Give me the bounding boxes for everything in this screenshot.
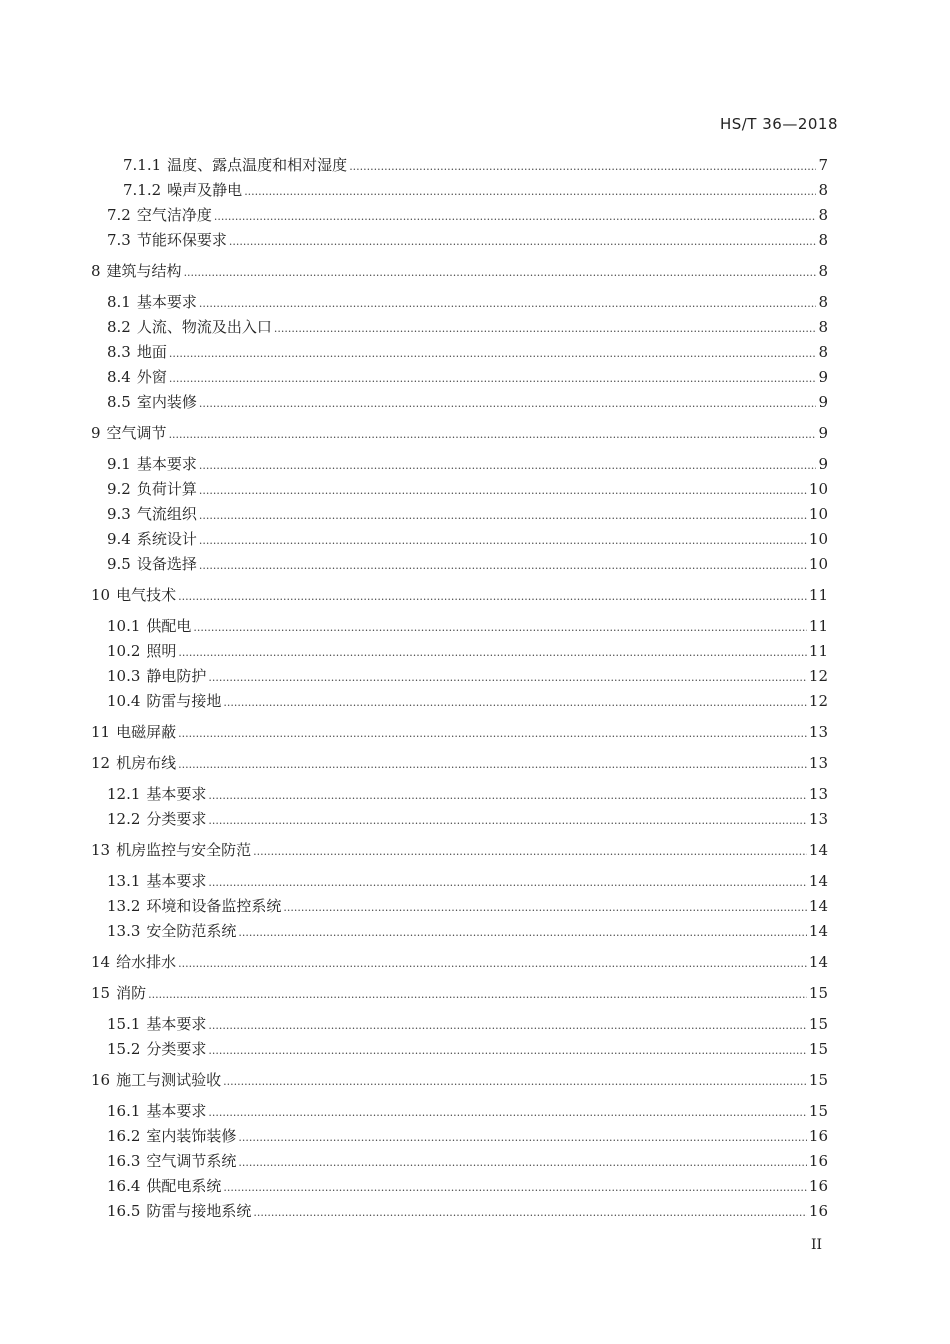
dot-leader	[199, 480, 807, 502]
toc-entry-page: 15	[808, 1102, 828, 1120]
toc-entry[interactable]	[91, 951, 828, 973]
toc-entry-page: 11	[808, 642, 828, 660]
toc-entry[interactable]	[91, 422, 828, 444]
dot-leader	[199, 555, 807, 577]
toc-entry-title: 照明	[146, 642, 177, 660]
toc-entry-number: 16.3	[107, 1152, 141, 1170]
dot-leader	[178, 642, 806, 664]
toc-entry-number: 11	[91, 723, 111, 741]
toc-entry-page: 8	[818, 318, 828, 336]
dot-leader	[274, 318, 817, 340]
toc-entry[interactable]	[91, 584, 828, 606]
dot-leader	[208, 667, 806, 689]
toc-entry-title: 静电防护	[146, 667, 207, 685]
toc-entry[interactable]	[91, 752, 828, 774]
toc-entry-number: 16.2	[107, 1127, 141, 1145]
toc-entry-number: 10.2	[107, 642, 141, 660]
toc-entry-number: 16.5	[107, 1202, 141, 1220]
toc-entry-page: 16	[808, 1127, 828, 1145]
toc-entry-title: 噪声及静电	[167, 181, 243, 199]
toc-entry-title: 基本要求	[146, 785, 207, 803]
toc-entry-title: 防雷与接地	[146, 692, 222, 710]
dot-leader	[283, 897, 806, 919]
toc-entry-title: 室内装修	[136, 393, 197, 411]
toc-entry-page: 10	[808, 505, 828, 523]
dot-leader	[208, 1102, 806, 1124]
toc-entry-number: 12.2	[107, 810, 141, 828]
toc-entry-title: 环境和设备监控系统	[146, 897, 282, 915]
toc-entry-title: 设备选择	[136, 555, 197, 573]
toc-entry-page: 9	[818, 393, 828, 411]
dot-leader	[238, 1152, 806, 1174]
toc-entry[interactable]	[107, 1013, 828, 1035]
toc-entry[interactable]	[107, 229, 828, 251]
toc-entry-number: 9.1	[107, 455, 131, 473]
toc-entry-page: 14	[808, 872, 828, 890]
toc-entry-number: 13	[91, 841, 111, 859]
toc-entry-title: 施工与测试验收	[116, 1071, 222, 1089]
toc-entry-page: 16	[808, 1202, 828, 1220]
toc-entry-number: 8.3	[107, 343, 131, 361]
toc-entry-title: 气流组织	[136, 505, 197, 523]
dot-leader	[349, 156, 816, 178]
toc-entry[interactable]	[107, 503, 828, 525]
toc-entry-page: 9	[818, 368, 828, 386]
toc-entry-title: 供配电系统	[146, 1177, 222, 1195]
toc-entry-page: 12	[808, 667, 828, 685]
toc-entry-page: 10	[808, 480, 828, 498]
toc-entry-number: 10.1	[107, 617, 141, 635]
dot-leader	[169, 368, 817, 390]
toc-entry[interactable]	[107, 808, 828, 830]
dot-leader	[208, 1015, 806, 1037]
dot-leader	[178, 754, 807, 776]
toc-entry-title: 室内装饰装修	[146, 1127, 237, 1145]
toc-entry-number: 12.1	[107, 785, 141, 803]
toc-entry-title: 电气技术	[116, 586, 177, 604]
toc-entry-page: 14	[808, 922, 828, 940]
toc-entry[interactable]	[107, 528, 828, 550]
toc-entry-number: 15	[91, 984, 111, 1002]
dot-leader	[214, 206, 817, 228]
toc-entry-title: 安全防范系统	[146, 922, 237, 940]
toc-entry-page: 9	[818, 424, 828, 442]
toc-entry-page: 8	[818, 343, 828, 361]
toc-entry[interactable]	[107, 478, 828, 500]
toc-entry[interactable]	[107, 1100, 828, 1122]
toc-entry-number: 10.4	[107, 692, 141, 710]
toc-entry[interactable]	[107, 341, 828, 363]
dot-leader	[199, 293, 817, 315]
toc-entry[interactable]	[107, 453, 828, 475]
toc-entry-title: 机房布线	[116, 754, 177, 772]
toc-entry-title: 地面	[136, 343, 167, 361]
toc-entry-page: 13	[808, 810, 828, 828]
standard-number-header: HS/T 36—2018	[719, 115, 838, 133]
toc-entry-title: 防雷与接地系统	[146, 1202, 252, 1220]
toc-entry-number: 8	[91, 262, 101, 280]
toc-entry-page: 15	[808, 984, 828, 1002]
dot-leader	[223, 692, 806, 714]
toc-entry-number: 8.5	[107, 393, 131, 411]
toc-entry-number: 12	[91, 754, 111, 772]
toc-entry-title: 基本要求	[146, 1015, 207, 1033]
toc-entry-page: 15	[808, 1040, 828, 1058]
dot-leader	[208, 1040, 806, 1062]
toc-entry-number: 9.4	[107, 530, 131, 548]
toc-entry-number: 16.4	[107, 1177, 141, 1195]
toc-entry-number: 9.2	[107, 480, 131, 498]
toc-entry-page: 11	[808, 586, 828, 604]
toc-entry-title: 分类要求	[146, 810, 207, 828]
toc-entry[interactable]	[123, 154, 828, 176]
toc-entry-number: 10	[91, 586, 111, 604]
dot-leader	[253, 841, 807, 863]
dot-leader	[238, 1127, 806, 1149]
toc-entry-title: 负荷计算	[136, 480, 197, 498]
toc-entry-number: 16	[91, 1071, 111, 1089]
toc-entry-number: 7.2	[107, 206, 131, 224]
toc-entry[interactable]	[107, 366, 828, 388]
toc-entry[interactable]	[107, 665, 828, 687]
dot-leader	[178, 953, 807, 975]
dot-leader	[208, 872, 806, 894]
toc-entry-page: 8	[818, 262, 828, 280]
toc-entry-title: 基本要求	[146, 1102, 207, 1120]
toc-entry[interactable]	[107, 895, 828, 917]
toc-entry-number: 13.3	[107, 922, 141, 940]
toc-entry-number: 7.1.1	[123, 156, 162, 174]
toc-entry[interactable]	[91, 982, 828, 1004]
toc-entry-title: 空气洁净度	[136, 206, 212, 224]
toc-entry-page: 8	[818, 293, 828, 311]
toc-entry-page: 8	[818, 181, 828, 199]
toc-entry[interactable]	[107, 291, 828, 313]
toc-entry[interactable]	[91, 260, 828, 282]
toc-entry-title: 温度、露点温度和相对湿度	[167, 156, 348, 174]
dot-leader	[148, 984, 807, 1006]
dot-leader	[253, 1202, 806, 1224]
toc-entry-title: 建筑与结构	[106, 262, 182, 280]
toc-entry-number: 8.2	[107, 318, 131, 336]
toc-entry-title: 电磁屏蔽	[116, 723, 177, 741]
toc-entry[interactable]	[107, 1150, 828, 1172]
toc-entry[interactable]	[107, 1175, 828, 1197]
toc-entry[interactable]	[107, 553, 828, 575]
dot-leader	[238, 922, 806, 944]
toc-entry-page: 10	[808, 555, 828, 573]
dot-leader	[229, 231, 817, 253]
toc-entry-title: 系统设计	[136, 530, 197, 548]
toc-entry[interactable]	[107, 783, 828, 805]
toc-entry-number: 10.3	[107, 667, 141, 685]
toc-entry-page: 13	[808, 723, 828, 741]
dot-leader	[199, 393, 817, 415]
toc-entry[interactable]	[107, 316, 828, 338]
dot-leader	[169, 343, 817, 365]
toc-entry-page: 13	[808, 785, 828, 803]
toc-entry-number: 16.1	[107, 1102, 141, 1120]
toc-entry[interactable]	[107, 1200, 828, 1222]
toc-entry[interactable]	[91, 839, 828, 861]
toc-entry-title: 外窗	[136, 368, 167, 386]
dot-leader	[223, 1071, 807, 1093]
dot-leader	[199, 530, 807, 552]
toc-entry-title: 机房监控与安全防范	[116, 841, 252, 859]
toc-entry-title: 空气调节系统	[146, 1152, 237, 1170]
toc-entry-title: 分类要求	[146, 1040, 207, 1058]
toc-entry[interactable]	[123, 179, 828, 201]
toc-entry-page: 16	[808, 1152, 828, 1170]
dot-leader	[193, 617, 806, 639]
toc-entry-page: 11	[808, 617, 828, 635]
toc-entry-number: 9.5	[107, 555, 131, 573]
dot-leader	[184, 262, 817, 284]
page-number-footer: II	[810, 1237, 822, 1253]
dot-leader	[169, 424, 817, 446]
toc-entry-number: 8.4	[107, 368, 131, 386]
toc-entry[interactable]	[107, 920, 828, 942]
toc-entry-number: 15.1	[107, 1015, 141, 1033]
toc-entry-page: 10	[808, 530, 828, 548]
toc-entry-number: 13.1	[107, 872, 141, 890]
toc-entry-title: 节能环保要求	[136, 231, 227, 249]
toc-entry-page: 7	[818, 156, 828, 174]
toc-entry-number: 13.2	[107, 897, 141, 915]
toc-entry-page: 15	[808, 1071, 828, 1089]
toc-entry[interactable]	[107, 1038, 828, 1060]
toc-entry[interactable]	[91, 1069, 828, 1091]
toc-entry-number: 15.2	[107, 1040, 141, 1058]
toc-entry[interactable]	[107, 1125, 828, 1147]
toc-entry[interactable]	[107, 204, 828, 226]
dot-leader	[178, 586, 807, 608]
toc-entry-page: 15	[808, 1015, 828, 1033]
toc-entry-title: 给水排水	[116, 953, 177, 971]
toc-entry[interactable]	[91, 721, 828, 743]
toc-entry-number: 7.1.2	[123, 181, 162, 199]
toc-entry-title: 供配电	[146, 617, 192, 635]
toc-entry-title: 人流、物流及出入口	[136, 318, 272, 336]
toc-entry-page: 14	[808, 953, 828, 971]
toc-entry-page: 8	[818, 231, 828, 249]
toc-entry-title: 消防	[116, 984, 147, 1002]
toc-entry[interactable]	[107, 615, 828, 637]
toc-entry-title: 空气调节	[106, 424, 167, 442]
toc-entry[interactable]	[107, 870, 828, 892]
toc-entry[interactable]	[107, 391, 828, 413]
toc-entry-page: 14	[808, 841, 828, 859]
dot-leader	[178, 723, 807, 745]
toc-entry[interactable]	[107, 690, 828, 712]
toc-entry-title: 基本要求	[136, 293, 197, 311]
dot-leader	[208, 785, 806, 807]
toc-entry[interactable]	[107, 640, 828, 662]
toc-entry-page: 13	[808, 754, 828, 772]
toc-entry-number: 8.1	[107, 293, 131, 311]
toc-entry-title: 基本要求	[146, 872, 207, 890]
toc-entry-page: 16	[808, 1177, 828, 1195]
toc-entry-title: 基本要求	[136, 455, 197, 473]
dot-leader	[199, 455, 817, 477]
toc-entry-number: 9	[91, 424, 101, 442]
toc-entry-number: 9.3	[107, 505, 131, 523]
dot-leader	[208, 810, 806, 832]
dot-leader	[223, 1177, 806, 1199]
toc-entry-number: 7.3	[107, 231, 131, 249]
toc-entry-number: 14	[91, 953, 111, 971]
dot-leader	[244, 181, 816, 203]
toc-entry-page: 9	[818, 455, 828, 473]
toc-entry-page: 12	[808, 692, 828, 710]
toc-entry-page: 14	[808, 897, 828, 915]
toc-entry-page: 8	[818, 206, 828, 224]
dot-leader	[199, 505, 807, 527]
